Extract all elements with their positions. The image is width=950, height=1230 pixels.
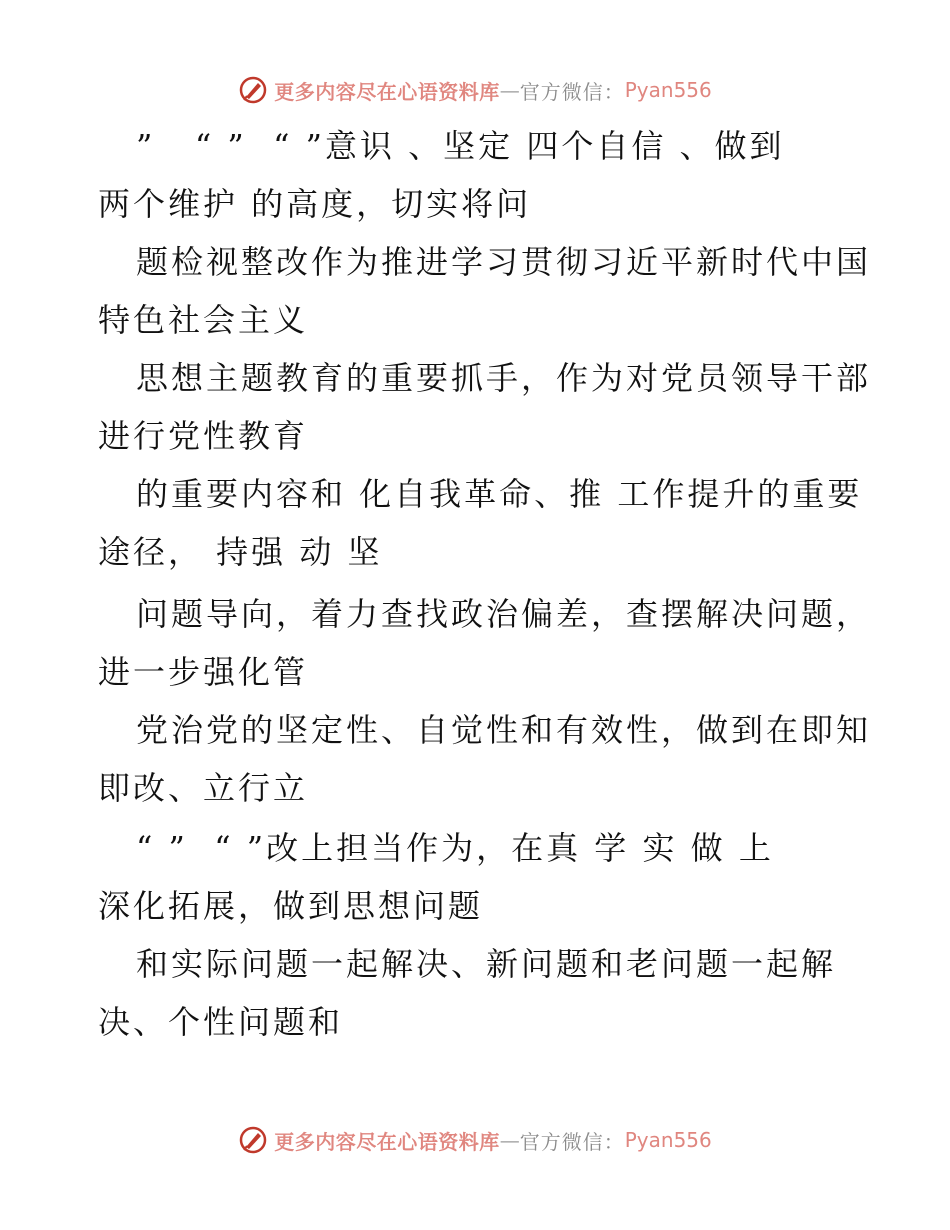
body-text-line: 进一步强化管 xyxy=(98,653,309,691)
body-text-line: 思想主题教育的重要抓手，作为对党员领导干部 xyxy=(136,359,872,397)
watermark-contact-label: 官方微信： xyxy=(519,79,625,104)
body-text-line: 问题导向，着力查找政治偏差，查摆解决问题， xyxy=(136,595,872,633)
body-text-line: 党治党的坚定性、自觉性和有效性，做到在即知 xyxy=(136,711,872,749)
body-text-line: 两个维护 的高度，切实将问 xyxy=(98,185,532,223)
body-text-line: 题检视整改作为推进学习贯彻习近平新时代中国 xyxy=(136,243,872,281)
watermark-site-text: 更多内容尽在心语资料库 xyxy=(274,1129,500,1154)
body-text-line: 深化拓展，做到思想问题 xyxy=(98,887,484,925)
watermark-banner-top xyxy=(0,70,950,110)
body-text-line: 决、个性问题和 xyxy=(98,1003,344,1041)
body-text-line: 进行党性教育 xyxy=(98,417,309,455)
watermark-banner-bottom xyxy=(0,1120,950,1160)
quill-pen-icon xyxy=(238,1125,268,1155)
body-text-line: “ ” “ ”改上担当作为，在真 学 实 做 上 xyxy=(136,829,774,867)
quill-pen-icon xyxy=(238,75,268,105)
watermark-contact-id: Pyan556 xyxy=(624,78,712,102)
body-text-line: 即改、立行立 xyxy=(98,769,309,807)
body-text-line: ” “ ” “ ”意识 、坚定 四个自信 、做到 xyxy=(136,127,785,165)
watermark-contact-id: Pyan556 xyxy=(624,1128,712,1152)
watermark-separator: — xyxy=(499,1128,520,1152)
watermark-contact-label: 官方微信： xyxy=(519,1129,625,1154)
body-text-line: 和实际问题一起解决、新问题和老问题一起解 xyxy=(136,945,837,983)
watermark-separator: — xyxy=(499,78,520,102)
body-text-line: 特色社会主义 xyxy=(98,301,309,339)
body-text-line: 途径， 持强 动 坚 xyxy=(98,533,383,571)
body-text-line: 的重要内容和 化自我革命、推 工作提升的重要 xyxy=(136,475,863,513)
watermark-site-text: 更多内容尽在心语资料库 xyxy=(274,79,500,104)
